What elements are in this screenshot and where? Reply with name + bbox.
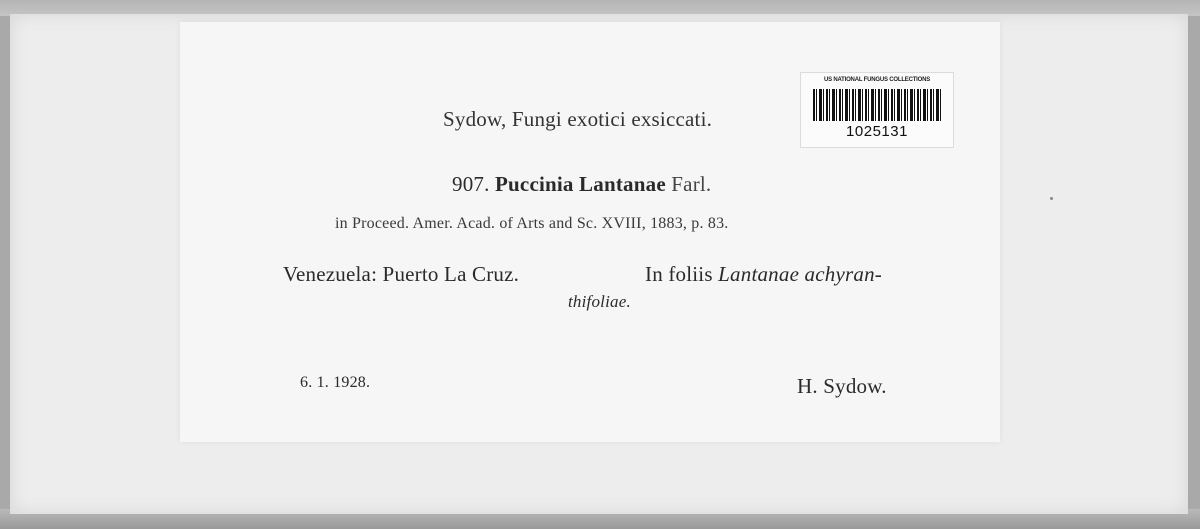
barcode-bars bbox=[813, 89, 941, 121]
specimen-entry bbox=[452, 172, 711, 197]
host-line-1 bbox=[645, 262, 882, 287]
literature-citation: in Proceed. Amer. Acad. of Arts and Sc. XVIII, 1883, p. 83. bbox=[335, 215, 729, 232]
collector: H. Sydow. bbox=[797, 374, 887, 398]
barcode-number: 1025131 bbox=[846, 123, 908, 140]
host-species-part-1: Lantanae achyran- bbox=[718, 262, 882, 286]
collection-date: 6. 1. 1928. bbox=[300, 374, 371, 391]
locality: Venezuela: Puerto La Cruz. bbox=[283, 262, 520, 286]
host-prefix: In foliis bbox=[645, 262, 713, 286]
species-author: Farl. bbox=[671, 172, 712, 196]
species-name: Puccinia Lantanae bbox=[495, 172, 666, 196]
paper-speck bbox=[1050, 197, 1053, 200]
host-species-part-2: thifoliae. bbox=[568, 292, 631, 311]
barcode-caption: US NATIONAL FUNGUS COLLECTIONS bbox=[823, 77, 931, 83]
exsiccata-header: Sydow, Fungi exotici exsiccati. bbox=[443, 107, 713, 131]
entry-number: 907. bbox=[452, 172, 490, 196]
barcode-label bbox=[800, 72, 954, 148]
